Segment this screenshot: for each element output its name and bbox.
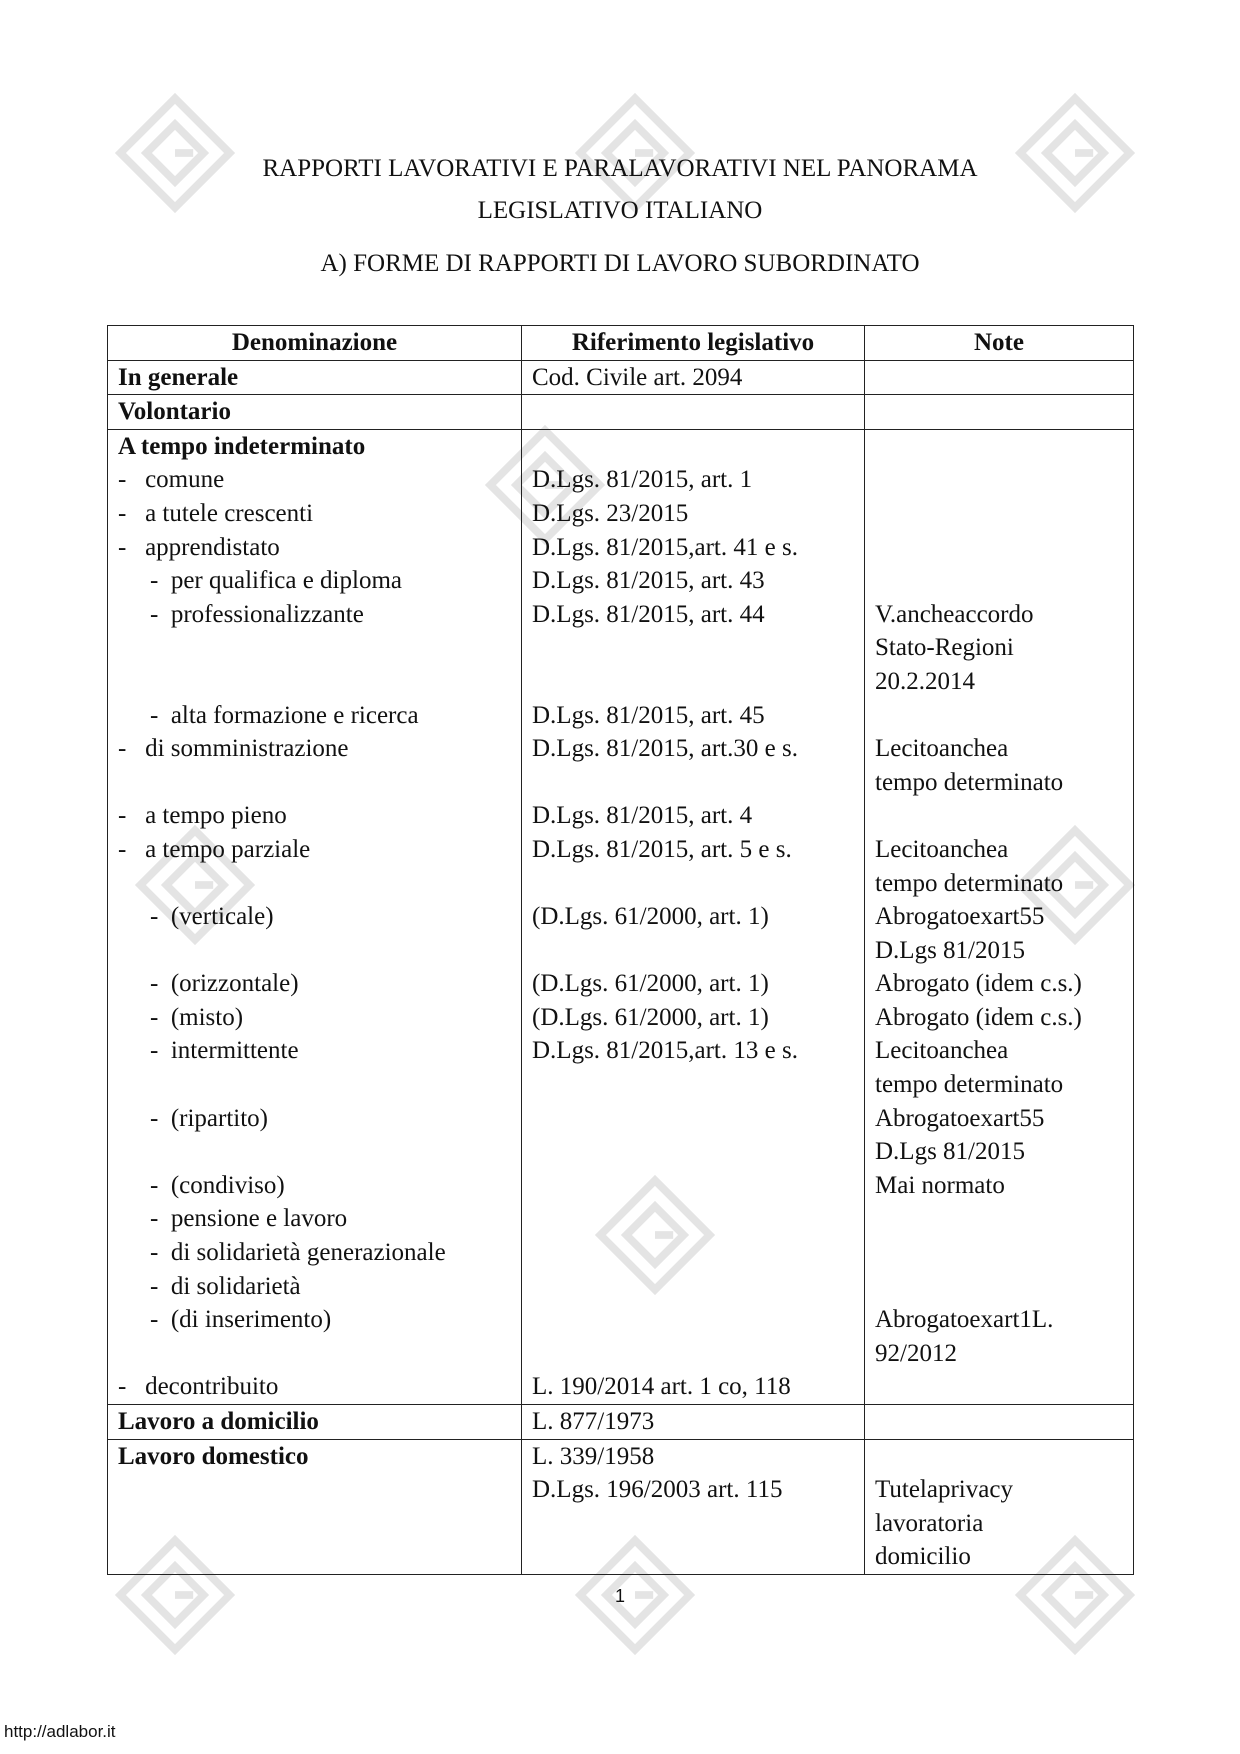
table-row-indeterminato bbox=[108, 429, 1134, 1404]
header-denominazione: Denominazione bbox=[108, 326, 522, 361]
document-title bbox=[130, 148, 1110, 232]
refs-cell bbox=[522, 429, 865, 1404]
names-cell bbox=[108, 429, 522, 1404]
ref-line: D.Lgs. 81/2015,art. 13 e s. bbox=[532, 1037, 798, 1065]
note-line: V.ancheaccordo bbox=[875, 600, 1034, 628]
row-ref bbox=[522, 1439, 865, 1574]
table-row bbox=[108, 1439, 1134, 1574]
list-item: - per qualifica e diploma bbox=[150, 567, 402, 595]
page-number: 1 bbox=[614, 1586, 625, 1606]
list-item: - professionalizzante bbox=[150, 600, 364, 628]
note-line: Lecitoanchea bbox=[875, 835, 1009, 863]
category-heading: A tempo indeterminato bbox=[118, 432, 366, 460]
list-item: - di solidarietà generazionale bbox=[150, 1239, 446, 1267]
note-line: Stato-Regioni bbox=[875, 634, 1014, 662]
list-item: - a tutele crescenti bbox=[118, 499, 314, 527]
list-item: - (di inserimento) bbox=[150, 1306, 332, 1334]
row-ref: Cod. Civile art. 2094 bbox=[522, 360, 865, 395]
list-item: - (misto) bbox=[150, 1003, 244, 1031]
list-item: - comune bbox=[118, 466, 225, 494]
note-line: D.Lgs 81/2015 bbox=[875, 936, 1025, 964]
table-row bbox=[108, 360, 1134, 395]
ref-line: D.Lgs. 81/2015, art. 5 e s. bbox=[532, 835, 792, 863]
ref-line: (D.Lgs. 61/2000, art. 1) bbox=[532, 1003, 769, 1031]
note-line: Abrogatoexart55 bbox=[875, 903, 1045, 931]
note-line: 92/2012 bbox=[875, 1339, 957, 1367]
notes-cell bbox=[865, 429, 1134, 1404]
ref-line: D.Lgs. 81/2015,art. 41 e s. bbox=[532, 533, 798, 561]
ref-line: D.Lgs. 81/2015, art.30 e s. bbox=[532, 735, 798, 763]
ref-line: (D.Lgs. 61/2000, art. 1) bbox=[532, 970, 769, 998]
note-line: Mai normato bbox=[875, 1171, 1005, 1199]
note-line: Abrogatoexart55 bbox=[875, 1104, 1045, 1132]
list-item: - apprendistato bbox=[118, 533, 280, 561]
row-note bbox=[865, 360, 1134, 395]
header-riferimento: Riferimento legislativo bbox=[522, 326, 865, 361]
ref-line: D.Lgs. 196/2003 art. 115 bbox=[532, 1476, 783, 1504]
note-line: D.Lgs 81/2015 bbox=[875, 1138, 1025, 1166]
list-item: - pensione e lavoro bbox=[150, 1205, 348, 1233]
ref-line: L. 339/1958 bbox=[532, 1442, 655, 1470]
row-note bbox=[865, 1405, 1134, 1440]
title-line-1: RAPPORTI LAVORATIVI E PARALAVORATIVI NEL PANORAMA bbox=[262, 155, 978, 182]
table-header-row bbox=[108, 326, 1134, 361]
section-title: A) FORME DI RAPPORTI DI LAVORO SUBORDINATO bbox=[320, 250, 920, 277]
note-line: Lecitoanchea bbox=[875, 735, 1009, 763]
list-item: - a tempo parziale bbox=[118, 835, 311, 863]
ref-line: D.Lgs. 23/2015 bbox=[532, 499, 689, 527]
row-name: In generale bbox=[108, 360, 522, 395]
row-note bbox=[865, 1439, 1134, 1574]
note-line: lavoratoria bbox=[875, 1509, 984, 1537]
ref-line: D.Lgs. 81/2015, art. 4 bbox=[532, 802, 753, 830]
row-name: Lavoro a domicilio bbox=[108, 1405, 522, 1440]
list-item: - di solidarietà bbox=[150, 1272, 301, 1300]
note-line: Abrogatoexart1L. bbox=[875, 1306, 1054, 1334]
note-line: domicilio bbox=[875, 1543, 971, 1571]
note-line: Abrogato (idem c.s.) bbox=[875, 970, 1082, 998]
list-item: - alta formazione e ricerca bbox=[150, 701, 419, 729]
table-row bbox=[108, 1405, 1134, 1440]
list-item: - a tempo pieno bbox=[118, 802, 287, 830]
list-item: - di somministrazione bbox=[118, 735, 349, 763]
list-item: - (verticale) bbox=[150, 903, 274, 931]
ref-line: D.Lgs. 81/2015, art. 1 bbox=[532, 466, 753, 494]
list-item: - decontribuito bbox=[118, 1373, 279, 1401]
table-row bbox=[108, 395, 1134, 430]
list-item: - intermittente bbox=[150, 1037, 299, 1065]
legislation-table bbox=[107, 325, 1134, 1575]
ref-line: D.Lgs. 81/2015, art. 44 bbox=[532, 600, 765, 628]
list-item: - (orizzontale) bbox=[150, 970, 299, 998]
title-line-2: LEGISLATIVO ITALIANO bbox=[477, 197, 763, 224]
footer-url[interactable]: http://adlabor.it bbox=[4, 1722, 116, 1741]
note-line: tempo determinato bbox=[875, 768, 1064, 796]
row-ref: L. 877/1973 bbox=[522, 1405, 865, 1440]
row-note bbox=[865, 395, 1134, 430]
ref-line: D.Lgs. 81/2015, art. 43 bbox=[532, 567, 765, 595]
note-line: tempo determinato bbox=[875, 1071, 1064, 1099]
note-line: Lecitoanchea bbox=[875, 1037, 1009, 1065]
header-note: Note bbox=[865, 326, 1134, 361]
note-line: tempo determinato bbox=[875, 869, 1064, 897]
ref-line: L. 190/2014 art. 1 co, 118 bbox=[532, 1373, 791, 1401]
row-name: Volontario bbox=[108, 395, 522, 430]
note-line: Tutelaprivacy bbox=[875, 1476, 1013, 1504]
note-line: Abrogato (idem c.s.) bbox=[875, 1003, 1082, 1031]
list-item: - (condiviso) bbox=[150, 1171, 285, 1199]
ref-line: (D.Lgs. 61/2000, art. 1) bbox=[532, 903, 769, 931]
ref-line: D.Lgs. 81/2015, art. 45 bbox=[532, 701, 765, 729]
row-name: Lavoro domestico bbox=[108, 1439, 522, 1574]
note-line: 20.2.2014 bbox=[875, 667, 975, 695]
list-item: - (ripartito) bbox=[150, 1104, 269, 1132]
row-ref bbox=[522, 395, 865, 430]
